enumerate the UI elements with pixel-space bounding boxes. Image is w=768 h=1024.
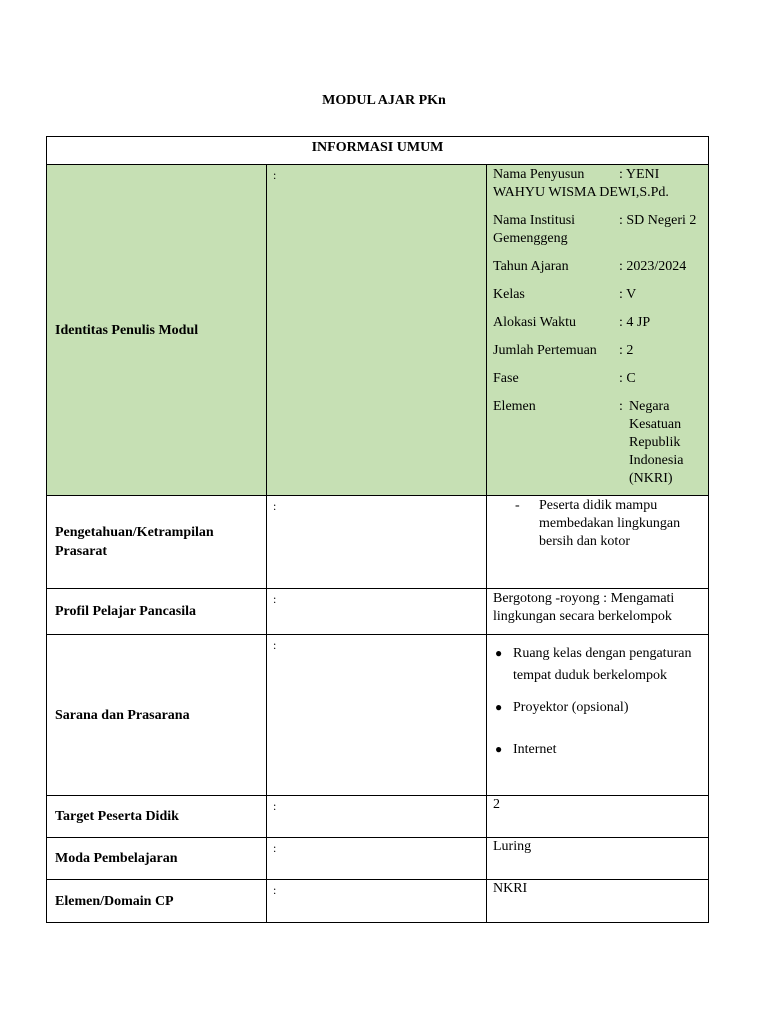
prasarat-colon: :: [267, 496, 487, 589]
field-kelas: Kelas : V: [493, 287, 637, 302]
profil-label: Profil Pelajar Pancasila: [47, 589, 267, 635]
moda-label: Moda Pembelajaran: [47, 838, 267, 880]
target-value: 2: [487, 796, 709, 838]
identitas-label: Identitas Penulis Modul: [47, 165, 267, 496]
document-title: MODUL AJAR PKn: [322, 93, 446, 108]
elemen-cp-colon: :: [267, 880, 487, 923]
target-colon: :: [267, 796, 487, 838]
sarana-colon: :: [267, 635, 487, 796]
elemen-cp-label: Elemen/Domain CP: [47, 880, 267, 923]
identitas-fields: [487, 165, 709, 496]
field-jumlah-pertemuan: Jumlah Pertemuan : 2: [493, 343, 634, 358]
prasarat-item: - Peserta didik mampu membedakan lingkungan bersih dan kotor: [515, 498, 681, 549]
sarana-list: [493, 643, 702, 761]
target-label: Target Peserta Didik: [47, 796, 267, 838]
list-item: ● Proyektor (opsional): [493, 697, 702, 719]
identitas-colon: :: [267, 165, 487, 496]
info-table: [46, 136, 709, 923]
bullet-icon: ●: [495, 742, 503, 756]
field-nama-penyusun: Nama Penyusun : YENI WAHYU WISMA DEWI,S.Pd.: [493, 167, 669, 200]
list-item: ● Ruang kelas dengan pengaturan tempat duduk berkelompok: [493, 643, 702, 687]
field-tahun-ajaran: Tahun Ajaran : 2023/2024: [493, 259, 687, 274]
section-header: INFORMASI UMUM: [47, 137, 709, 165]
elemen-cp-value: NKRI: [487, 880, 709, 923]
bullet-icon: ●: [495, 700, 503, 714]
field-nama-institusi: Nama Institusi : SD Negeri 2 Gemenggeng: [493, 213, 697, 246]
profil-value: Bergotong -royong : Mengamati lingkungan secara berkelompok: [487, 589, 709, 635]
profil-colon: :: [267, 589, 487, 635]
moda-colon: :: [267, 838, 487, 880]
sarana-label: Sarana dan Prasarana: [47, 635, 267, 796]
prasarat-label: Pengetahuan/Ketrampilan Prasarat: [47, 496, 267, 589]
list-item: ● Internet: [493, 739, 702, 761]
field-fase: Fase : C: [493, 371, 636, 386]
field-elemen: Elemen : Negara Kesatuan Republik Indonesia (NKRI): [493, 399, 684, 486]
moda-value: Luring: [487, 838, 709, 880]
bullet-icon: ●: [495, 646, 503, 660]
field-alokasi-waktu: Alokasi Waktu : 4 JP: [493, 315, 651, 330]
